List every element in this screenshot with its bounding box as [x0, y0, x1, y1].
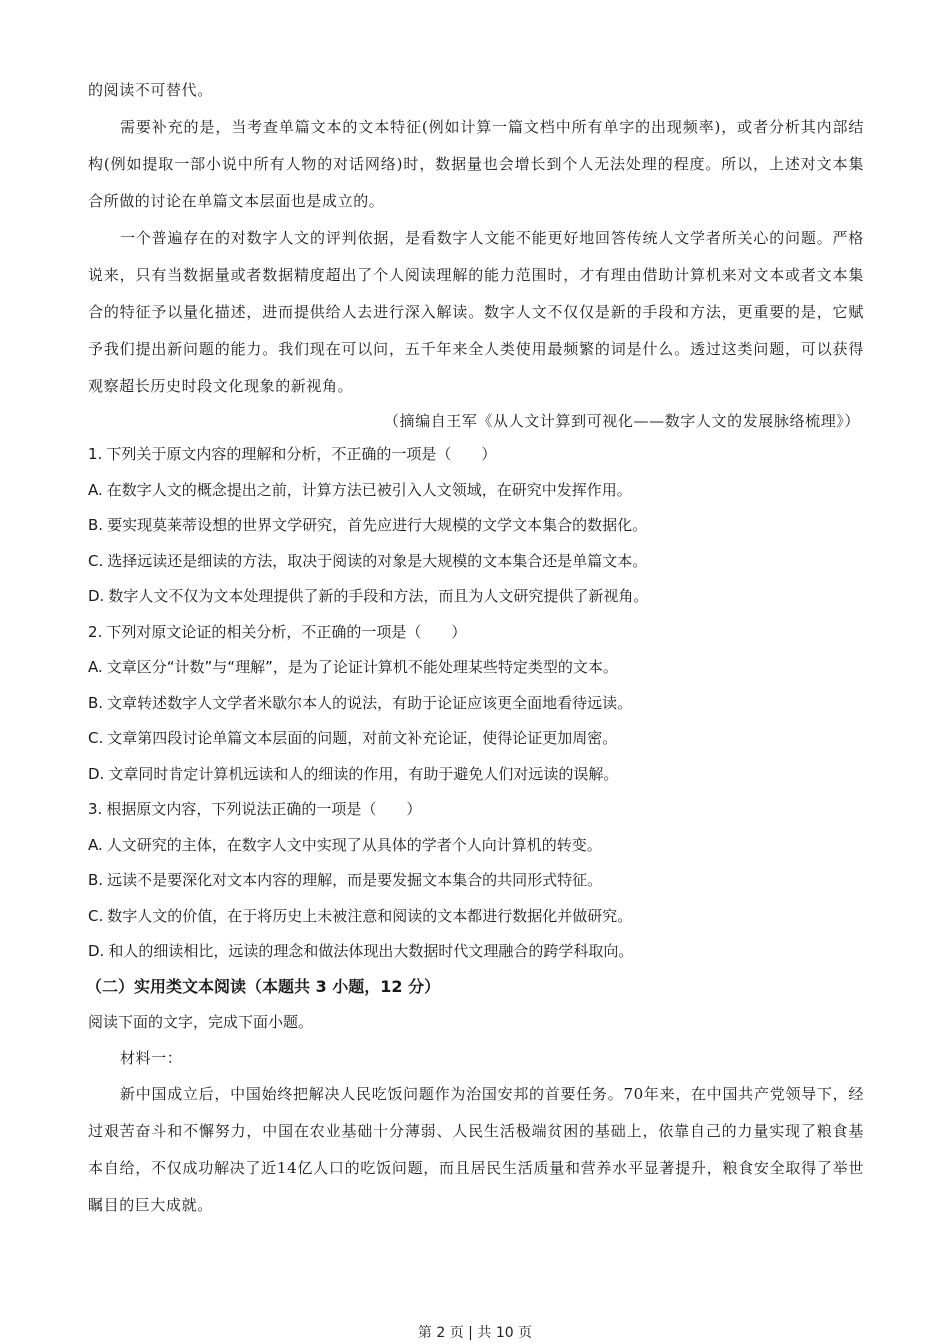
question-text: 根据原文内容，下列说法正确的一项是（ ） — [106, 800, 422, 818]
option-letter: A. — [88, 480, 103, 499]
page-footer — [0, 1322, 950, 1342]
answer-option[interactable] — [88, 650, 864, 686]
question-number: 2. — [88, 622, 103, 641]
material-paragraph: 新中国成立后，中国始终把解决人民吃饭问题作为治国安邦的首要任务。70年来，在中国共产党领导下，经过艰苦奋斗和不懈努力，中国在农业基础十分薄弱、人民生活极端贫困的基础上，依靠自己的力量实现了粮食基本自给，不仅成功解决了近14亿人口的吃饭问题，而且居民生活质量和营养水平显著提升，粮食安全取得了举世瞩目的巨大成就。 — [88, 1084, 864, 1214]
answer-option[interactable] — [88, 828, 864, 864]
section-heading: （二）实用类文本阅读（本题共 3 小题，12 分） — [86, 976, 441, 996]
answer-option[interactable] — [88, 899, 864, 935]
option-text: 文章区分“计数”与“理解”，是为了论证计算机不能处理某些特定类型的文本。 — [106, 658, 618, 676]
option-letter: C. — [88, 551, 104, 570]
answer-option[interactable] — [88, 934, 864, 970]
passage-source-citation: （摘编自王军《从人文计算到可视化——数字人文的发展脉络梳理》） — [383, 412, 860, 430]
reading-passage — [88, 72, 864, 405]
option-text: 人文研究的主体，在数字人文中实现了从具体的学者个人向计算机的转变。 — [106, 835, 602, 854]
option-text: 选择远读还是细读的方法，取决于阅读的对象是大规模的文本集合还是单篇文本。 — [107, 551, 648, 570]
answer-option[interactable] — [88, 579, 864, 615]
question-stem — [88, 615, 864, 651]
option-letter: B. — [88, 871, 104, 889]
material-passage — [88, 1076, 864, 1224]
option-letter: D. — [88, 942, 105, 960]
option-letter: C. — [88, 906, 104, 925]
footer-suffix: 页 — [518, 1325, 533, 1341]
answer-option[interactable] — [88, 863, 864, 899]
material-label: 材料一： — [120, 1048, 183, 1067]
answer-option[interactable] — [88, 721, 864, 757]
question-2 — [88, 615, 864, 793]
answer-option[interactable] — [88, 757, 864, 793]
option-letter: B. — [88, 516, 104, 534]
section-instruction: 阅读下面的文字，完成下面小题。 — [88, 1012, 314, 1031]
option-text: 数字人文的价值，在于将历史上未被注意和阅读的文本都进行数据化并做研究。 — [107, 906, 633, 925]
answer-option[interactable] — [88, 544, 864, 580]
option-text: 文章转述数字人文学者米歇尔本人的说法，有助于论证应该更全面地看待远读。 — [107, 693, 633, 712]
option-letter: C. — [88, 729, 104, 747]
passage-paragraph: 需要补充的是，当考查单篇文本的文本特征(例如计算一篇文档中所有单字的出现频率)，或者分析其内部结构(例如提取一部小说中所有人物的对话网络)时，数据量也会增长到个人无法处理的程度。所以，上述对文本集合所做的讨论在单篇文本层面也是成立的。 — [88, 118, 864, 210]
option-text: 数字人文不仅为文本处理提供了新的手段和方法，而且为人文研究提供了新视角。 — [108, 587, 649, 605]
answer-option[interactable] — [88, 686, 864, 722]
passage-paragraph: 一个普遍存在的对数字人文的评判依据，是看数字人文能不能更好地回答传统人文学者所关心的问题。严格说来，只有当数据量或者数据精度超出了个人阅读理解的能力范围时，才有理由借助计算机来对文本或者文本集合的特征予以量化描述，进而提供给人去进行深入解读。数字人文不仅仅是新的手段和方法，更重要的是，它赋予我们提出新问题的能力。我们现在可以问，五千年来全人类使用最频繁的词是什么。透过这类问题，可以获得观察超长历史时段文化现象的新视角。 — [88, 229, 864, 395]
option-text: 文章同时肯定计算机远读和人的细读的作用，有助于避免人们对远读的误解。 — [108, 764, 619, 783]
option-text: 远读不是要深化对文本内容的理解，而是要发掘文本集合的共同形式特征。 — [107, 871, 603, 889]
option-text: 要实现莫莱蒂设想的世界文学研究，首先应进行大规模的文学文本集合的数据化。 — [107, 516, 648, 534]
option-text: 文章第四段讨论单篇文本层面的问题，对前文补充论证，使得论证更加周密。 — [107, 729, 618, 747]
option-letter: D. — [88, 587, 105, 605]
question-stem — [88, 792, 864, 828]
question-3 — [88, 792, 864, 970]
current-page-number: 2 — [436, 1325, 446, 1341]
option-letter: A. — [88, 658, 103, 676]
option-text: 在数字人文的概念提出之前，计算方法已被引入人文领域，在研究中发挥作用。 — [106, 480, 632, 499]
question-text: 下列关于原文内容的理解和分析，不正确的一项是（ ） — [106, 445, 497, 463]
option-letter: A. — [88, 835, 103, 854]
footer-middle: 页 | 共 — [449, 1325, 492, 1341]
exam-page — [88, 72, 864, 1224]
passage-paragraph: 的阅读不可替代。 — [88, 81, 213, 99]
question-text: 下列对原文论证的相关分析，不正确的一项是（ ） — [106, 622, 467, 641]
total-pages-number: 10 — [495, 1325, 514, 1341]
question-stem — [88, 437, 864, 473]
question-number: 1. — [88, 445, 103, 463]
footer-prefix: 第 — [417, 1325, 432, 1341]
question-1 — [88, 437, 864, 615]
question-number: 3. — [88, 800, 103, 818]
option-text: 和人的细读相比，远读的理念和做法体现出大数据时代文理融合的跨学科取向。 — [108, 942, 634, 960]
option-letter: D. — [88, 764, 105, 783]
option-letter: B. — [88, 693, 104, 712]
answer-option[interactable] — [88, 508, 864, 544]
answer-option[interactable] — [88, 473, 864, 509]
